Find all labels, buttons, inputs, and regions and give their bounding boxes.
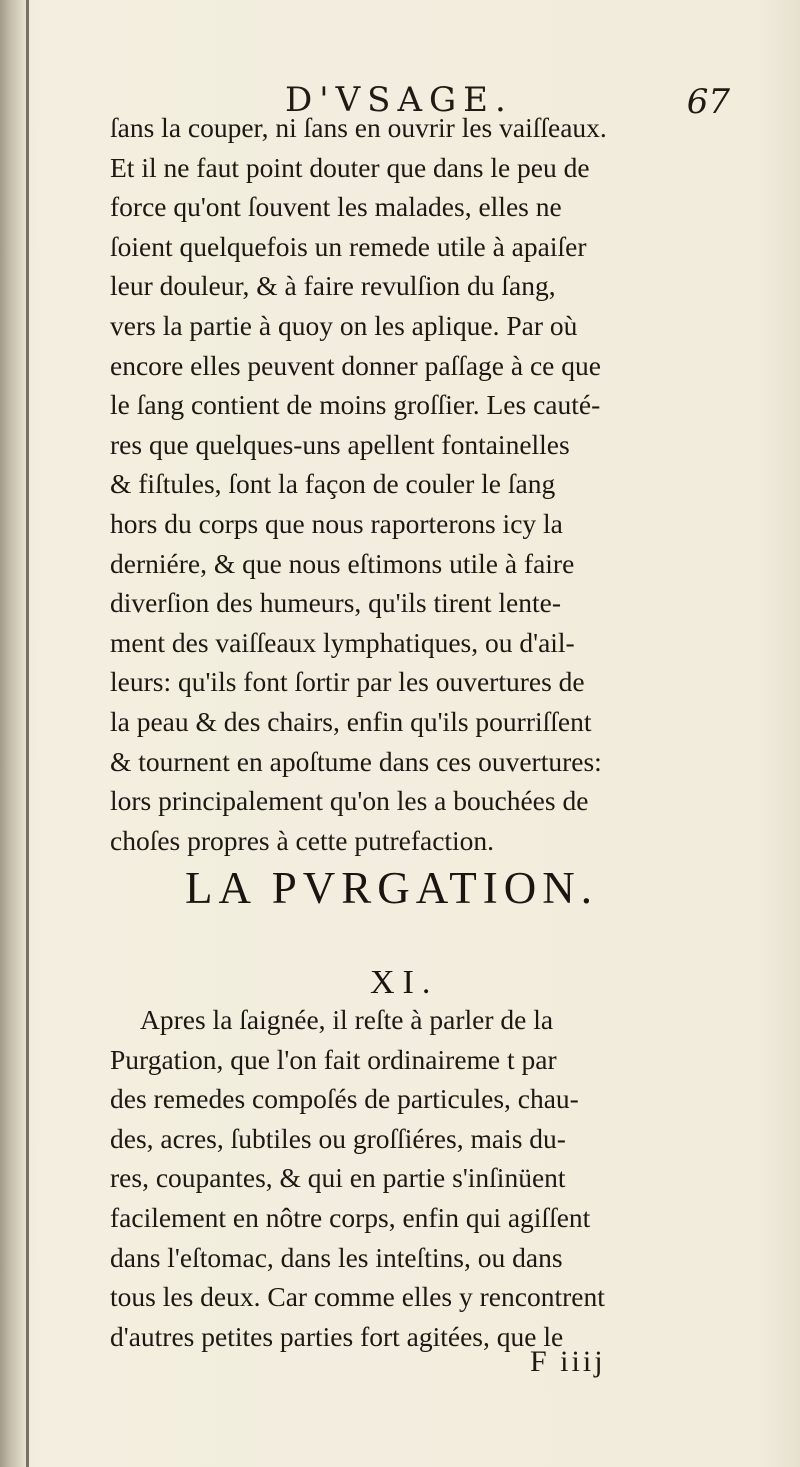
text-line: & tournent en apoſtume dans ces ouvertures: xyxy=(110,745,602,777)
text-line: res, coupantes, & qui en partie s'inſinüent xyxy=(110,1162,566,1194)
paragraph-2 xyxy=(110,1000,725,1356)
gutter-binding-line xyxy=(26,0,29,1467)
text-line: dans l'eſtomac, dans les inteſtins, ou dans xyxy=(110,1241,563,1273)
text-line: res que quelques-uns apellent fontainelles xyxy=(110,428,570,460)
text-line: tous les deux. Car comme elles y rencontrent xyxy=(110,1281,605,1313)
text-line: ſans la couper, ni ſans en ouvrir les vaiſſeaux. xyxy=(110,112,607,143)
text-line: encore elles peuvent donner paſſage à ce que xyxy=(110,349,601,381)
text-line: diverſion des humeurs, qu'ils tirent lente- xyxy=(110,587,561,619)
text-line: vers la partie à quoy on les aplique. Par où xyxy=(110,309,578,341)
text-line: Apres la ſaignée, il reſte à parler de la xyxy=(140,1004,554,1035)
text-line: Et il ne faut point douter que dans le peu de xyxy=(110,151,590,183)
section-heading: LA PVRGATION. xyxy=(185,863,599,913)
text-line: force qu'ont ſouvent les malades, elles ne xyxy=(110,191,562,223)
text-line: & fiſtules, ſont la façon de couler le ſang xyxy=(110,468,556,500)
text-line: hors du corps que nous raporterons icy la xyxy=(110,507,563,539)
paragraph-1 xyxy=(110,108,725,860)
signature-mark: F iiij xyxy=(530,1345,606,1378)
running-head: D'VSAGE. xyxy=(285,80,513,120)
text-line: lors principalement qu'on les a bouchées de xyxy=(110,785,589,817)
section-number: XI. xyxy=(370,964,439,1001)
text-line: la peau & des chairs, enfin qu'ils pourriſſent xyxy=(110,705,592,737)
text-line: choſes propres à cette putrefaction. xyxy=(110,824,495,856)
text-line: d'autres petites parties fort agitées, que le xyxy=(110,1320,564,1352)
text-line: des remedes compoſés de particules, chau- xyxy=(110,1083,579,1115)
text-line: leurs: qu'ils font ſortir par les ouvertures de xyxy=(110,666,585,698)
text-line: ſoient quelquefois un remede utile à apaiſer xyxy=(110,230,587,262)
text-line: des, acres, ſubtiles ou groſſiéres, mais du- xyxy=(110,1122,566,1154)
text-line: le ſang contient de moins groſſier. Les cauté- xyxy=(110,389,601,421)
text-line: facilement en nôtre corps, enfin qui agiſſent xyxy=(110,1201,591,1233)
page-number: 67 xyxy=(686,82,730,122)
text-line: leur douleur, & à faire revulſion du ſang, xyxy=(110,270,556,302)
text-line: Purgation, que l'on fait ordinaireme t par xyxy=(110,1043,557,1075)
text-line: ment des vaiſſeaux lymphatiques, ou d'ail- xyxy=(110,626,575,658)
text-line: derniére, & que nous eſtimons utile à faire xyxy=(110,547,575,579)
